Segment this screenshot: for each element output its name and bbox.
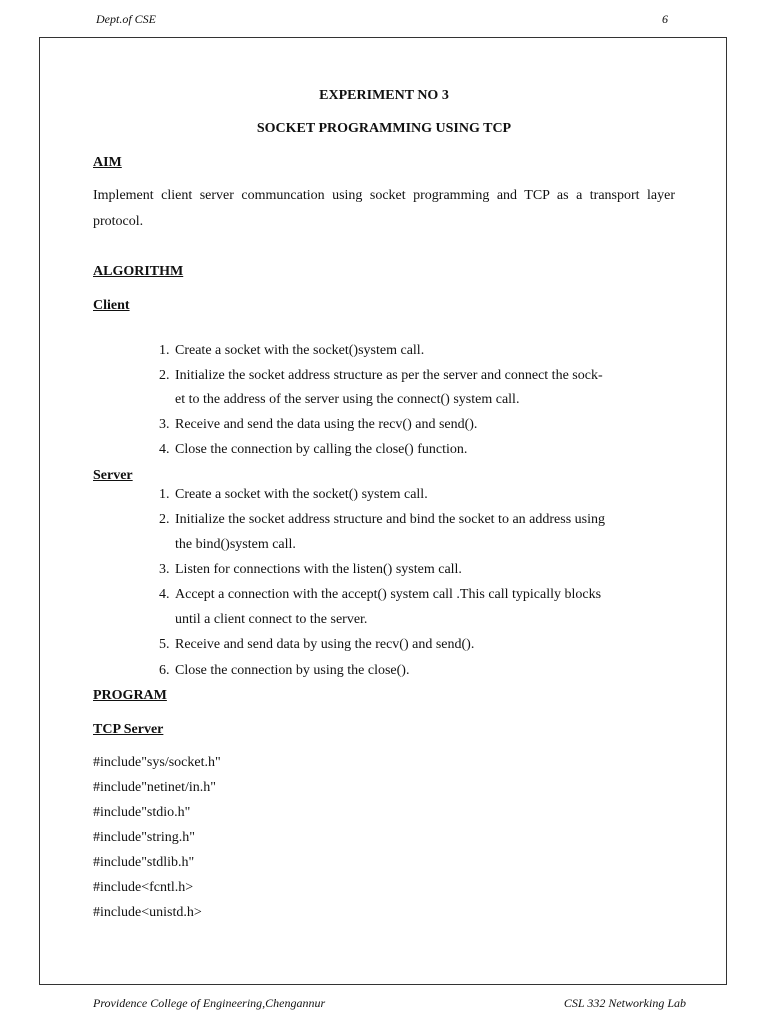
list-item-text: the bind()system call. bbox=[175, 537, 296, 552]
code-line: #include"netinet/in.h" bbox=[93, 780, 217, 795]
list-item-number: 2. bbox=[159, 512, 170, 527]
footer-course: CSL 332 Networking Lab bbox=[563, 996, 686, 1010]
client-heading: Client bbox=[93, 298, 130, 313]
list-item-text: et to the address of the server using the connect() system call. bbox=[175, 392, 520, 407]
list-item-number: 1. bbox=[159, 343, 170, 358]
list-item-number: 5. bbox=[159, 637, 170, 652]
footer-college: Providence College of Engineering,Chengannur bbox=[93, 996, 326, 1010]
code-line: #include<fcntl.h> bbox=[93, 880, 194, 895]
list-item-number: 4. bbox=[159, 587, 170, 602]
code-line: #include"stdlib.h" bbox=[93, 855, 195, 870]
list-item-number: 3. bbox=[159, 417, 170, 432]
aim-heading: AIM bbox=[93, 155, 122, 170]
tcp-server-heading: TCP Server bbox=[93, 722, 164, 737]
list-item-text: Create a socket with the socket() system call. bbox=[175, 487, 428, 502]
list-item-number: 6. bbox=[159, 663, 170, 678]
list-item-number: 1. bbox=[159, 487, 170, 502]
list-item-text: Receive and send the data using the recv() and send(). bbox=[175, 417, 478, 432]
list-item-number: 4. bbox=[159, 442, 170, 457]
list-item-number: 2. bbox=[159, 368, 170, 383]
aim-text: Implement client server communcation using socket programming and TCP as a transport layer protocol. bbox=[93, 188, 675, 229]
server-heading: Server bbox=[93, 468, 133, 483]
header-dept: Dept.of CSE bbox=[96, 12, 156, 26]
list-item-text: until a client connect to the server. bbox=[175, 612, 368, 627]
list-item-text: Receive and send data by using the recv() and send(). bbox=[175, 637, 475, 652]
list-item-text: Close the connection by using the close(). bbox=[175, 663, 410, 678]
list-item-text: Listen for connections with the listen() system call. bbox=[175, 562, 462, 577]
list-item-text: Initialize the socket address structure as per the server and connect the sock- bbox=[175, 368, 603, 383]
page-number: 6 bbox=[662, 12, 668, 26]
code-line: #include"stdio.h" bbox=[93, 805, 191, 820]
experiment-title: SOCKET PROGRAMMING USING TCP bbox=[256, 121, 512, 136]
program-heading: PROGRAM bbox=[93, 688, 167, 703]
code-line: #include"sys/socket.h" bbox=[93, 755, 221, 770]
list-item-number: 3. bbox=[159, 562, 170, 577]
experiment-number: EXPERIMENT NO 3 bbox=[319, 88, 449, 103]
list-item-text: Create a socket with the socket()system call. bbox=[175, 343, 425, 358]
code-line: #include<unistd.h> bbox=[93, 905, 202, 920]
algorithm-heading: ALGORITHM bbox=[93, 264, 184, 279]
code-line: #include"string.h" bbox=[93, 830, 196, 845]
list-item-text: Accept a connection with the accept() system call .This call typically blocks bbox=[175, 587, 602, 602]
list-item-text: Initialize the socket address structure and bind the socket to an address using bbox=[175, 512, 605, 527]
list-item-text: Close the connection by calling the close() function. bbox=[175, 442, 468, 457]
